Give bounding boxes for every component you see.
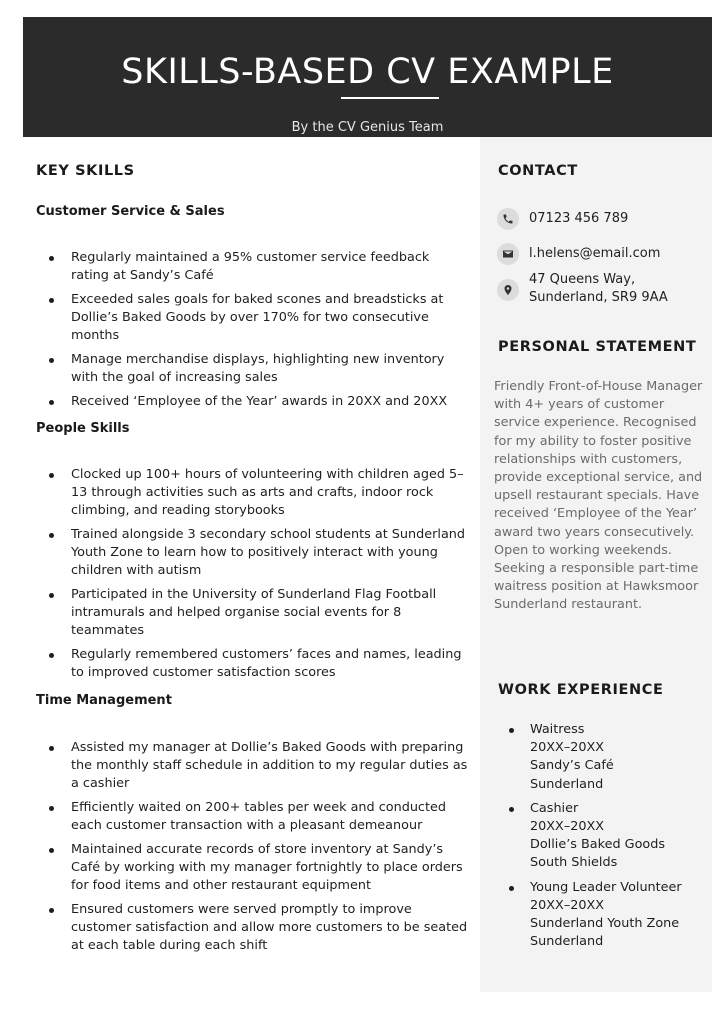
personal-statement-heading: PERSONAL STATEMENT: [498, 339, 697, 355]
bullet-icon: [49, 593, 54, 598]
bullet-icon: [49, 533, 54, 538]
list-item: Maintained accurate records of store inventory at Sandy’s Café by working with my manager fortnightly to place orders for food items and other restaurant equipment: [36, 841, 468, 895]
address-text: [529, 271, 668, 307]
bullet-icon: [49, 473, 54, 478]
bullet-icon: [49, 746, 54, 751]
list-item: Manage merchandise displays, highlighting new inventory with the goal of increasing sales: [36, 351, 468, 387]
job-dates: 20XX–20XX: [530, 819, 605, 835]
bullet-icon: [49, 358, 54, 363]
bullet-icon: [49, 848, 54, 853]
work-experience-heading: WORK EXPERIENCE: [498, 682, 664, 698]
job-entry: [500, 721, 705, 794]
cv-header: [23, 17, 712, 137]
bullet-icon: [49, 298, 54, 303]
skill-list-time-management: [36, 739, 468, 961]
work-experience-list: [500, 721, 705, 957]
list-item: Received ‘Employee of the Year’ awards in 20XX and 20XX: [36, 393, 468, 411]
contact-heading: CONTACT: [498, 163, 578, 179]
key-skills-heading: KEY SKILLS: [36, 163, 135, 179]
job-entry: [500, 800, 705, 873]
skill-list-customer-service: [36, 249, 468, 417]
page-subtitle: By the CV Genius Team: [291, 120, 444, 135]
job-role: Cashier: [530, 800, 579, 816]
job-employer: Sandy’s Café: [530, 758, 614, 774]
skill-group-title: Customer Service & Sales: [36, 204, 225, 219]
job-employer: Sunderland Youth Zone: [530, 916, 680, 932]
list-item: Regularly remembered customers’ faces and names, leading to improved customer satisfaction scores: [36, 646, 468, 682]
title-divider: [341, 97, 439, 99]
bullet-icon: [49, 400, 54, 405]
contact-address: [497, 271, 668, 307]
list-item: Regularly maintained a 95% customer service feedback rating at Sandy’s Café: [36, 249, 468, 285]
list-item: Participated in the University of Sunderland Flag Football intramurals and helped organise social events for 8 teammates: [36, 586, 468, 640]
job-dates: 20XX–20XX: [530, 897, 605, 913]
skill-group-title: People Skills: [36, 421, 130, 436]
job-employer: Dollie’s Baked Goods: [530, 837, 666, 853]
list-item: Assisted my manager at Dollie’s Baked Goods with preparing the monthly staff schedule in addition to my regular duties as a cashier: [36, 739, 468, 793]
bullet-icon: [509, 807, 514, 812]
email-address: l.helens@email.com: [529, 246, 661, 261]
address-line-1: 47 Queens Way,: [529, 272, 636, 287]
list-item: Efficiently waited on 200+ tables per week and conducted each customer transaction with a pleasant demeanour: [36, 799, 468, 835]
job-role: Waitress: [530, 722, 585, 737]
bullet-icon: [509, 728, 514, 733]
contact-email: [497, 243, 660, 265]
personal-statement-text: Friendly Front-of-House Manager with 4+ years of customer service experience. Recognised for my ability to foster positive relationships with customers, provide exceptional service, and upsell restaurant specials. Have received ‘Employee of the Year’ award two years consecutively. Open to working weekends. Seeking a responsible part-time waitress position at Hawksmoor Sunderland restaurant.: [494, 379, 703, 613]
bullet-icon: [509, 886, 514, 891]
list-item: Clocked up 100+ hours of volunteering with children aged 5–13 through activities such as arts and crafts, indoor rock climbing, and reading storybooks: [36, 466, 468, 520]
skill-list-people: [36, 466, 468, 688]
bullet-icon: [49, 256, 54, 261]
page-title: SKILLS-BASED CV EXAMPLE: [121, 52, 614, 92]
email-icon: [497, 243, 519, 265]
job-location: Sunderland: [530, 776, 604, 792]
job-role: Young Leader Volunteer: [530, 879, 682, 895]
bullet-icon: [49, 806, 54, 811]
phone-icon: [497, 208, 519, 230]
phone-number: 07123 456 789: [529, 211, 629, 226]
job-location: South Shields: [530, 855, 618, 871]
location-pin-icon: [497, 279, 519, 301]
job-location: Sunderland: [530, 934, 604, 950]
job-dates: 20XX–20XX: [530, 740, 605, 756]
job-entry: [500, 879, 705, 952]
skill-group-title: Time Management: [36, 693, 172, 708]
list-item: Exceeded sales goals for baked scones and breadsticks at Dollie’s Baked Goods by over 170% for two consecutive months: [36, 291, 468, 345]
bullet-icon: [49, 908, 54, 913]
list-item: Ensured customers were served promptly to improve customer satisfaction and allow more customers to be seated at each table during each shift: [36, 901, 468, 955]
address-line-2: Sunderland, SR9 9AA: [529, 290, 668, 305]
list-item: Trained alongside 3 secondary school students at Sunderland Youth Zone to learn how to positively interact with young children with autism: [36, 526, 468, 580]
bullet-icon: [49, 653, 54, 658]
contact-phone: [497, 208, 628, 230]
